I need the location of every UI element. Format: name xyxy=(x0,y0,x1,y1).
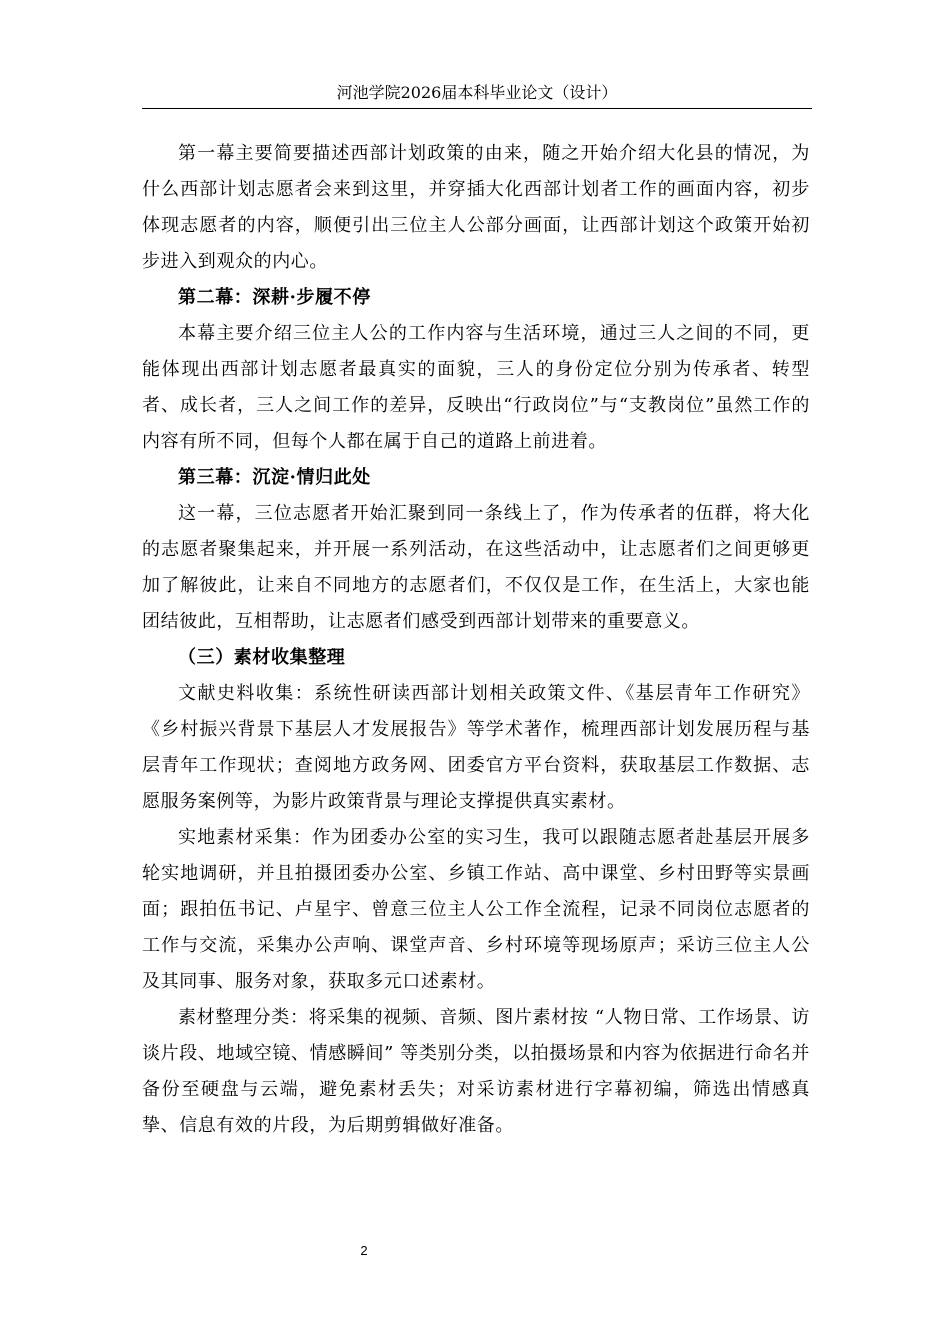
document-body xyxy=(142,136,810,1144)
page-number: 2 xyxy=(360,1243,368,1258)
page-header: 河池学院2026届本科毕业论文（设计） xyxy=(142,78,812,109)
section-heading-materials: （三）素材收集整理 xyxy=(178,647,346,668)
paragraph-literature-collection: 文献史料收集：系统性研读西部计划相关政策文件、《基层青年工作研究》《乡村振兴背景下基层人才发展报告》等学术著作，梳理西部计划发展历程与基层青年工作现状；查阅地方政务网、团委官方平台资料，获取基层工作数据、志愿服务案例等，为影片政策背景与理论支撑提供真实素材。 xyxy=(142,683,810,812)
heading-act-two: 第二幕：深耕·步履不停 xyxy=(178,287,371,308)
paragraph-act-two: 本幕主要介绍三位主人公的工作内容与生活环境，通过三人之间的不同，更能体现出西部计划志愿者最真实的面貌，三人的身份定位分别为传承者、转型者、成长者，三人之间工作的差异，反映出“行政岗位”与“支教岗位”虽然工作的内容有所不同，但每个人都在属于自己的道路上前进着。 xyxy=(142,323,810,452)
paragraph-material-sorting: 素材整理分类：将采集的视频、音频、图片素材按 “人物日常、工作场景、访谈片段、地域空镜、情感瞬间” 等类别分类，以拍摄场景和内容为依据进行命名并备份至硬盘与云端，避免素材丢失；对采访素材进行字幕初编，筛选出情感真挚、信息有效的片段，为后期剪辑做好准备。 xyxy=(142,1007,810,1136)
paragraph-field-collection: 实地素材采集：作为团委办公室的实习生，我可以跟随志愿者赴基层开展多轮实地调研，并且拍摄团委办公室、乡镇工作站、高中课堂、乡村田野等实景画面；跟拍伍书记、卢星宇、曾意三位主人公工作全流程，记录不同岗位志愿者的工作与交流，采集办公声响、课堂声音、乡村环境等现场原声；采访三位主人公及其同事、服务对象，获取多元口述素材。 xyxy=(142,827,810,992)
heading-act-three: 第三幕：沉淀·情归此处 xyxy=(178,467,371,488)
paragraph-act-three: 这一幕，三位志愿者开始汇聚到同一条线上了，作为传承者的伍群，将大化的志愿者聚集起来，并开展一系列活动，在这些活动中，让志愿者们之间更够更加了解彼此，让来自不同地方的志愿者们，不仅仅是工作，在生活上，大家也能团结彼此，互相帮助，让志愿者们感受到西部计划带来的重要意义。 xyxy=(142,503,810,632)
paragraph-act-one: 第一幕主要简要描述西部计划政策的由来，随之开始介绍大化县的情况，为什么西部计划志愿者会来到这里，并穿插大化西部计划者工作的画面内容，初步体现志愿者的内容，顺便引出三位主人公部分画面，让西部计划这个政策开始初步进入到观众的内心。 xyxy=(142,143,810,272)
